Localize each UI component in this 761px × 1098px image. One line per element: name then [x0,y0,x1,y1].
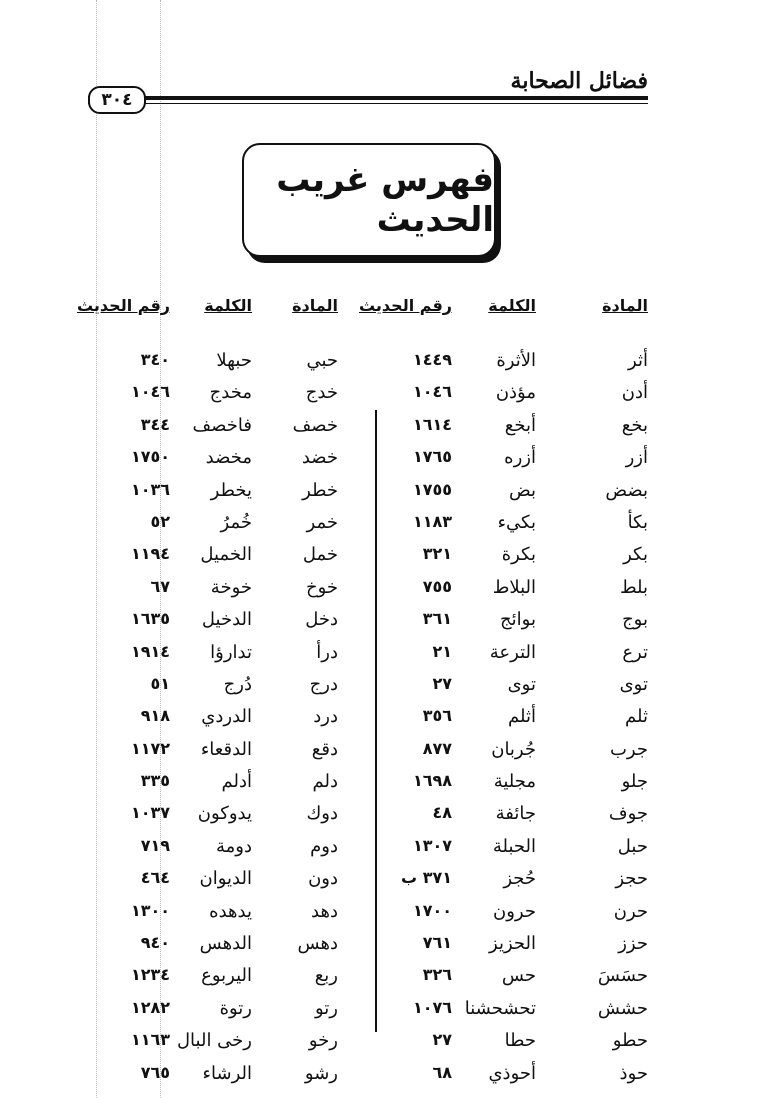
root-cell: خوخ [305,576,338,598]
word-cell: مخضد [205,447,252,469]
root-cell: حزز [618,933,648,955]
word-cell: دُرج [223,673,252,695]
hadith-number-cell: ١٧٦٥ [412,447,452,467]
table-row [88,480,648,512]
word-cell: تدارؤا [210,641,252,663]
word-cell: جائفة [495,803,536,825]
hadith-number-cell: ٧٥٥ [422,576,452,596]
hadith-number-cell: ٦٧ [150,576,170,596]
word-cell: الديوان [199,868,252,890]
table-row [88,512,648,544]
word-cell: حُجز [503,868,536,890]
root-cell: ثلم [625,706,648,728]
word-cell: الدهس [199,933,252,955]
word-cell: بض [508,479,536,501]
table-row [88,739,648,771]
hadith-number-cell: ٩١٨ [140,706,170,726]
hadith-number-cell: ١٣٠٠ [130,900,170,920]
page-title: فهرس غريب الحديث [276,160,494,240]
hadith-number-cell: ٧٦٥ [140,1062,170,1082]
hadith-number-cell: ٥٢ [150,511,170,531]
root-cell: خمر [306,511,338,533]
word-cell: حطا [504,1030,536,1052]
table-row [88,706,648,738]
hadith-number-cell: ١٧٥٥ [412,479,452,499]
hadith-number-cell: ٣٤٠ [140,350,170,369]
root-cell: بضض [605,479,648,501]
root-cell: ربع [314,965,338,987]
root-cell: دوم [310,835,338,857]
table-row [88,836,648,868]
root-cell: رخو [308,1030,338,1052]
hadith-number-cell: ١٠٤٦ [130,382,170,402]
hadith-number-cell: ٢٧ [432,673,452,693]
word-cell: خوخة [210,576,252,598]
hadith-number-cell: ٢١ [432,641,452,661]
table-row [88,609,648,641]
table-row [88,1030,648,1062]
hadith-number-cell: ١٠٤٦ [412,382,452,402]
hadith-number-cell: ١٦١٤ [412,414,452,434]
root-cell: درد [313,706,338,728]
hadith-number-cell: ٤٨ [432,803,452,823]
table-row [88,350,648,382]
hadith-number-cell: ٦٨ [432,1062,452,1082]
table-row [88,933,648,965]
table-row [88,803,648,835]
word-cell: فاخصف [192,414,252,436]
hadith-number-cell: ١١٩٤ [130,544,170,564]
root-cell: جلو [621,771,648,793]
hadith-number-cell: ١٢٨٢ [130,997,170,1017]
word-cell: أحوذي [488,1062,536,1084]
hadith-number-cell: ٧١٩ [140,835,170,855]
hadith-number-cell: ٣٣٥ [140,771,170,791]
root-cell: دون [308,868,338,890]
table-row [88,544,648,576]
hadith-number-cell: ٩٤٠ [140,933,170,953]
hadith-number-cell: ١٠٣٧ [130,803,170,823]
word-cell: أثلم [508,706,536,728]
word-cell: بكيء [497,511,536,533]
hadith-number-cell: ١١٨٣ [412,511,452,531]
root-cell: حسَسَ [597,965,648,987]
word-cell: الدقعاء [200,738,252,760]
root-cell: رتو [314,997,338,1019]
hadith-number-cell: ٧٦١ [422,933,452,953]
root-cell: خضد [301,447,338,469]
root-cell: بلط [619,576,648,598]
hadith-number-cell: ١٩١٤ [130,641,170,661]
word-cell: الدردي [201,706,252,728]
hadith-number-cell: ٣٤٤ [140,414,170,434]
word-cell: الأثرة [496,350,536,371]
hadith-number-cell: ٣٦١ [422,609,452,629]
hadith-number-cell: ٥١ [150,673,170,693]
hadith-number-cell: ١٠٣٦ [130,479,170,499]
root-cell: حبي [306,350,338,371]
word-cell: حس [501,965,536,987]
word-cell: جُربان [491,738,536,760]
column-header: رقم الحديث [358,296,452,315]
root-cell: خمل [302,544,338,566]
hadith-number-cell: ١٧٥٠ [130,447,170,467]
column-header: الكلمة [204,296,252,315]
root-cell: رشو [304,1062,338,1084]
word-cell: بكرة [501,544,536,566]
root-cell: توى [619,673,648,695]
word-cell: بوائج [500,609,536,631]
hadith-number-cell: ٨٧٧ [422,738,452,758]
word-cell: الترعة [489,641,536,663]
hadith-number-cell: ٣٢٦ [422,965,452,985]
root-cell: بكر [623,544,648,566]
hadith-number-cell: ١٦٣٥ [130,609,170,629]
word-cell: خُمرُ [220,511,252,533]
word-cell: مخدج [209,382,252,404]
table-row [88,901,648,933]
hadith-number-cell: ١٤٤٩ [412,350,452,369]
hadith-number-cell: ١١٦٣ [130,1030,170,1050]
word-cell: رخى البال [176,1030,252,1052]
page-header [88,68,648,108]
table-body [88,350,648,1095]
word-cell: أزره [504,447,536,469]
word-cell: يدوكون [197,803,252,825]
hadith-number-cell: ١١٧٢ [130,738,170,758]
header-rule-thick [88,96,648,100]
hadith-number-cell: ٣٢١ [422,544,452,564]
root-cell: دلم [312,771,338,793]
table-row [88,447,648,479]
hadith-number-cell: ٢٧ [432,1030,452,1050]
root-cell: بخع [621,414,648,436]
root-cell: جوف [608,803,648,825]
root-cell: حبل [617,835,648,857]
column-header: رقم الحديث [76,296,170,315]
hadith-number-cell: ١٢٣٤ [130,965,170,985]
root-cell: حطو [612,1030,648,1052]
word-cell: اليربوع [201,965,252,987]
hadith-number-cell: ١٣٠٧ [412,835,452,855]
root-cell: خطر [302,479,338,501]
root-cell: حجز [615,868,648,890]
root-cell: دهد [311,900,338,922]
root-cell: حرن [613,900,648,922]
root-cell: أزر [625,447,648,469]
word-cell: الرشاء [202,1062,252,1084]
column-header: الكلمة [488,296,536,315]
root-cell: أثر [628,350,648,371]
table-header-row [76,296,648,332]
root-cell: بوج [622,609,648,631]
word-cell: يدهده [209,900,252,922]
word-cell: مؤذن [495,382,536,404]
word-cell: الخميل [200,544,252,566]
hadith-number-cell: ١٧٠٠ [412,900,452,920]
word-cell: البلاط [492,576,536,598]
word-cell: الحبلة [492,835,536,857]
index-table [76,296,648,1095]
root-cell: درج [309,673,338,695]
word-cell: حبهلا [216,350,252,371]
root-cell: دخل [305,609,338,631]
table-row [88,577,648,609]
root-cell: دوك [306,803,338,825]
hadith-number-cell: ٣٥٦ [422,706,452,726]
table-row [88,965,648,997]
root-cell: دقع [311,738,338,760]
table-row [88,415,648,447]
hadith-number-cell: ١٠٧٦ [412,997,452,1017]
word-cell: توى [507,673,536,695]
root-cell: خصف [292,414,338,436]
root-cell: حشش [597,997,648,1019]
word-cell: الحزيز [489,933,536,955]
table-row [88,998,648,1030]
page-number: ٣٠٤ [88,86,146,114]
title-box [242,143,496,257]
header-rule-thin [88,103,648,104]
table-row [88,1063,648,1095]
table-row [88,642,648,674]
table-row [88,674,648,706]
word-cell: مجلية [493,771,536,793]
word-cell: أبخع [504,414,536,436]
root-cell: خدج [305,382,338,404]
table-row [88,868,648,900]
root-cell: جرب [609,738,648,760]
book-title: فضائل الصحابة [510,68,648,94]
column-header: المادة [292,296,338,315]
root-cell: ترع [622,641,648,663]
root-cell: دهس [297,933,338,955]
root-cell: درأ [316,641,338,663]
root-cell: أدن [621,382,648,404]
word-cell: دومة [216,835,252,857]
word-cell: أدلم [221,771,252,793]
word-cell: رتوة [219,997,252,1019]
word-cell: يخطر [210,479,252,501]
hadith-number-cell: ١٦٩٨ [412,771,452,791]
table-row [88,382,648,414]
hadith-number-cell: ٤٦٤ [140,868,170,888]
word-cell: الدخيل [201,609,252,631]
hadith-number-cell: ٣٧١ ب [401,868,452,888]
root-cell: حوذ [619,1062,648,1084]
word-cell: تحشحشنا [464,997,536,1019]
column-header: المادة [602,296,648,315]
word-cell: حرون [493,900,536,922]
root-cell: بكأ [627,511,648,533]
table-row [88,771,648,803]
